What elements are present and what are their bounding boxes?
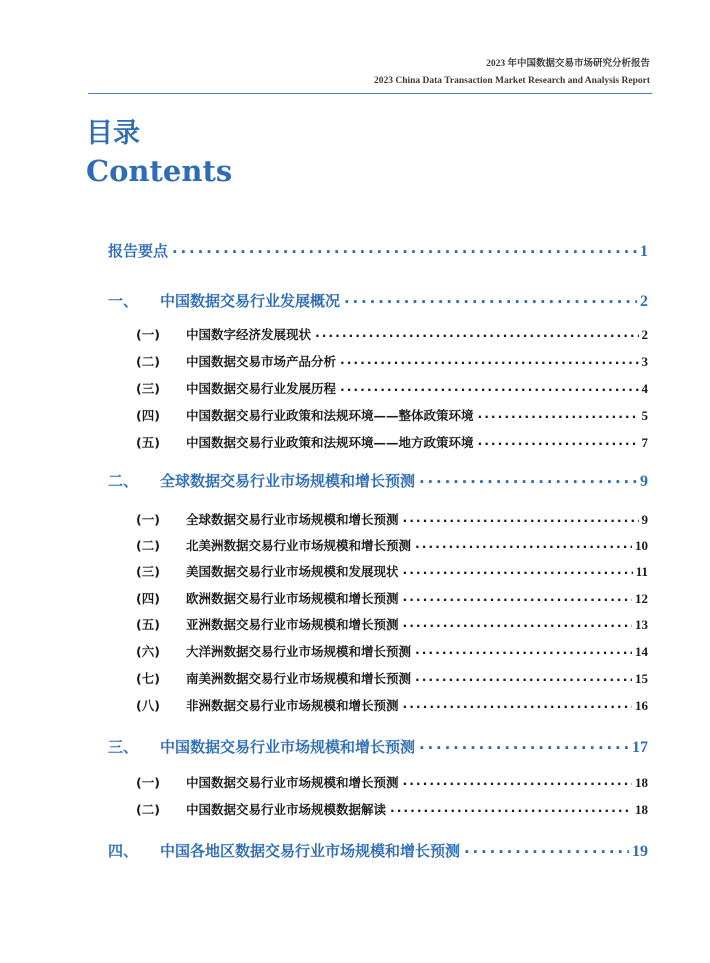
toc-dot-leader <box>464 846 629 856</box>
toc-section-entry[interactable] <box>108 379 648 397</box>
toc-chapter-entry[interactable] <box>108 736 648 757</box>
page-title-cn: 目录 <box>86 118 140 149</box>
toc-entry-label: 中国数字经济发展现状 <box>186 327 312 342</box>
toc-chapter-entry[interactable] <box>108 840 648 861</box>
toc-entry-number: (三) <box>136 564 160 579</box>
toc-entry-number: (四) <box>136 408 160 423</box>
toc-entry-number: (三) <box>136 381 160 396</box>
toc-section-entry[interactable] <box>108 773 648 791</box>
toc-entry-page-number: 2 <box>640 293 648 310</box>
toc-dot-leader <box>340 383 638 393</box>
toc-entry-label: 中国数据交易行业发展概况 <box>160 292 341 310</box>
toc-entry-label: 中国数据交易行业政策和法规环境——地方政策环境 <box>186 435 474 450</box>
toc-entry-page-number: 16 <box>635 698 648 713</box>
toc-entry-label: 北美洲数据交易行业市场规模和增长预测 <box>186 538 412 553</box>
toc-entry-number: (六) <box>136 644 160 659</box>
toc-entry-label: 报告要点 <box>108 242 169 260</box>
toc-entry-label: 中国数据交易行业发展历程 <box>186 381 337 396</box>
toc-entry-page-number: 15 <box>635 671 648 686</box>
toc-entry-label: 中国数据交易行业政策和法规环境——整体政策环境 <box>186 408 474 423</box>
toc-entry-label: 中国数据交易行业市场规模和增长预测 <box>160 738 416 756</box>
toc-section-entry[interactable] <box>108 696 648 714</box>
header-title-en: 2023 China Data Transaction Market Research and Analysis Report <box>373 76 650 86</box>
toc-dot-leader <box>403 777 632 787</box>
toc-entry-label: 中国数据交易市场产品分析 <box>186 354 337 369</box>
header-divider <box>88 93 652 94</box>
toc-entry-label: 美国数据交易行业市场规模和发展现状 <box>186 564 399 579</box>
toc-entry-label: 全球数据交易行业市场规模和增长预测 <box>186 512 399 527</box>
toc-entry-page-number: 17 <box>632 739 648 756</box>
toc-dot-leader <box>403 619 632 629</box>
toc-entry-number: (四) <box>136 591 160 606</box>
toc-entry-number: (五) <box>136 617 160 632</box>
toc-entry-label: 非洲数据交易行业市场规模和增长预测 <box>186 698 399 713</box>
toc-section-entry[interactable] <box>108 406 648 424</box>
toc-dot-leader <box>419 742 629 752</box>
toc-entry-page-number: 18 <box>635 802 648 817</box>
header-title-cn: 2023 年中国数据交易市场研究分析报告 <box>486 59 650 69</box>
toc-entry-page-number: 10 <box>635 538 648 553</box>
toc-entry-number: (二) <box>136 354 160 369</box>
toc-entry-number: (一) <box>136 512 160 527</box>
toc-dot-leader <box>390 804 632 814</box>
toc-dot-leader <box>419 476 637 486</box>
toc-dot-leader <box>478 410 639 420</box>
toc-dot-leader <box>344 296 637 306</box>
toc-entry-number: 二、 <box>108 472 139 490</box>
toc-section-entry[interactable] <box>108 536 648 554</box>
toc-dot-leader <box>478 437 639 447</box>
toc-entry-page-number: 2 <box>641 327 648 342</box>
toc-entry-label: 中国数据交易行业市场规模数据解读 <box>186 802 387 817</box>
toc-section-entry[interactable] <box>108 642 648 660</box>
toc-dot-leader <box>403 700 632 710</box>
toc-entry-label: 中国数据交易行业市场规模和增长预测 <box>186 775 399 790</box>
toc-dot-leader <box>403 514 639 524</box>
toc-section-entry[interactable] <box>108 433 648 451</box>
toc-entry-label: 南美洲数据交易行业市场规模和增长预测 <box>186 671 412 686</box>
toc-entry-number: 四、 <box>108 842 139 860</box>
toc-section-entry[interactable] <box>108 589 648 607</box>
toc-dot-leader <box>415 540 632 550</box>
page-title-en: Contents <box>86 154 233 188</box>
toc-entry-label: 全球数据交易行业市场规模和增长预测 <box>160 472 416 490</box>
toc-entry-page-number: 3 <box>641 354 648 369</box>
toc-entry-page-number: 9 <box>640 473 648 490</box>
toc-entry-page-number: 19 <box>632 843 648 860</box>
toc-chapter-entry[interactable] <box>108 290 648 311</box>
toc-entry-page-number: 12 <box>635 591 648 606</box>
toc-entry-page-number: 11 <box>635 564 648 579</box>
toc-entry-page-number: 4 <box>641 381 648 396</box>
toc-entry-page-number: 13 <box>635 617 648 632</box>
toc-section-entry[interactable] <box>108 615 648 633</box>
running-header <box>374 56 650 90</box>
toc-section-entry[interactable] <box>108 562 648 580</box>
toc-dot-leader <box>315 329 638 339</box>
toc-section-entry[interactable] <box>108 800 648 818</box>
toc-section-entry[interactable] <box>108 325 648 343</box>
toc-entry-page-number: 18 <box>635 775 648 790</box>
toc-dot-leader <box>415 646 632 656</box>
toc-entry-number: (二) <box>136 802 160 817</box>
toc-dot-leader <box>403 566 633 576</box>
toc-dot-leader <box>415 673 632 683</box>
toc-dot-leader <box>340 356 638 366</box>
toc-entry-number: (五) <box>136 435 160 450</box>
toc-entry-number: (七) <box>136 671 160 686</box>
toc-entry-number: (一) <box>136 327 160 342</box>
toc-entry-number: (二) <box>136 538 160 553</box>
toc-section-entry[interactable] <box>108 669 648 687</box>
toc-entry-label: 中国各地区数据交易行业市场规模和增长预测 <box>160 842 461 860</box>
toc-entry-page-number: 14 <box>635 644 648 659</box>
toc-entry-number: 一、 <box>108 292 139 310</box>
toc-entry-number: (一) <box>136 775 160 790</box>
toc-entry-page-number: 9 <box>641 512 648 527</box>
toc-entry-label: 欧洲数据交易行业市场规模和增长预测 <box>186 591 399 606</box>
toc-entry-label: 亚洲数据交易行业市场规模和增长预测 <box>186 617 399 632</box>
toc-entry-number: (八) <box>136 698 160 713</box>
toc-dot-leader <box>403 593 632 603</box>
toc-entry-page-number: 5 <box>641 408 648 423</box>
toc-section-entry[interactable] <box>108 352 648 370</box>
toc-dot-leader <box>172 246 637 256</box>
toc-entry-number: 三、 <box>108 738 139 756</box>
toc-chapter-entry[interactable] <box>108 240 648 261</box>
toc-entry-label: 大洋洲数据交易行业市场规模和增长预测 <box>186 644 412 659</box>
toc-chapter-entry[interactable] <box>108 470 648 491</box>
toc-entry-page-number: 1 <box>640 243 648 260</box>
toc-entry-page-number: 7 <box>641 435 648 450</box>
toc-section-entry[interactable] <box>108 510 648 528</box>
